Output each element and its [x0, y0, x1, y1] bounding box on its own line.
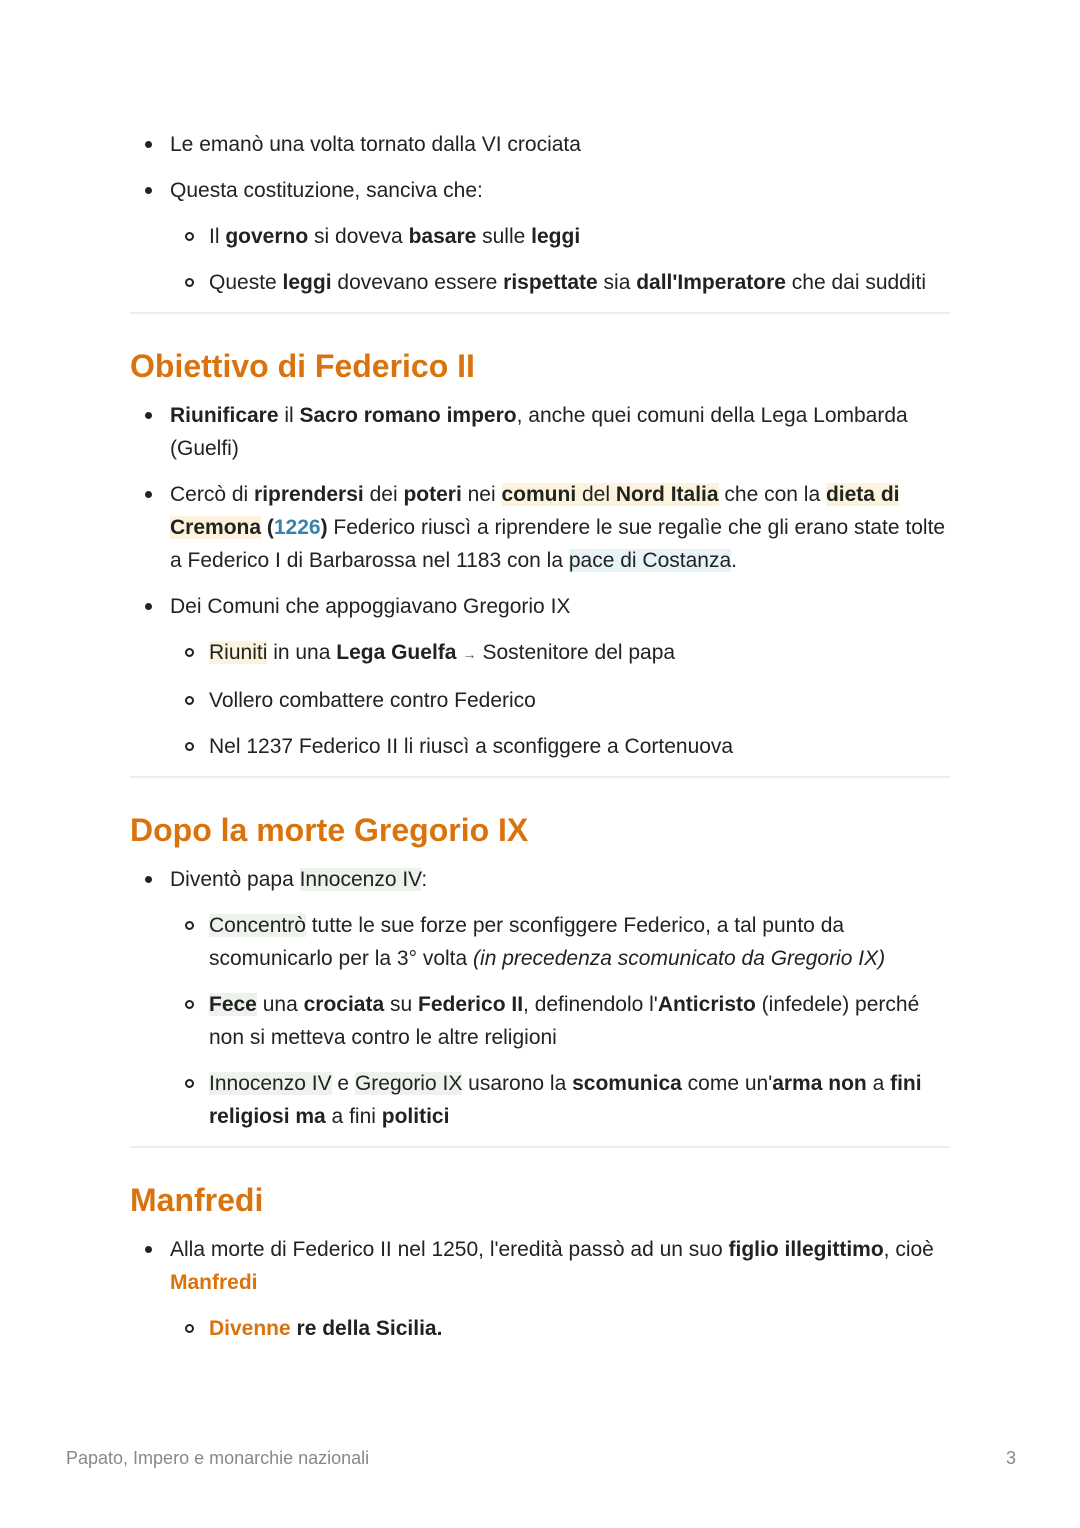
highlight: dieta di Cremona: [170, 483, 900, 539]
text-run: nei: [461, 483, 502, 506]
section1-list: [130, 399, 950, 763]
list-item: [130, 174, 950, 299]
text-run: Cercò di: [170, 483, 255, 506]
text-run: Alla morte di Federico II nel 1250, l'eredità passò ad un suo: [170, 1238, 729, 1261]
text-run: fini religiosi ma: [209, 1072, 922, 1128]
sub-list-item: [170, 1067, 950, 1133]
text-run: Federico riuscì a riprendere le sue regalìe che gli erano state tolte a Federico I di Barbarossa nel 1183 con la: [170, 516, 946, 572]
text-run: come un': [681, 1072, 773, 1095]
text-run: arma non: [772, 1072, 867, 1095]
highlight: Nord Italia: [615, 483, 719, 506]
text-run: rispettate: [503, 271, 598, 294]
text-run: e: [331, 1072, 355, 1095]
text-run: Nel 1237 Federico II li riuscì a sconfiggere a Cortenuova: [209, 735, 734, 758]
text-run: crociata: [303, 993, 385, 1016]
text-run: re della Sicilia.: [290, 1317, 443, 1340]
text-run: (infedele) perché non si metteva contro le altre religioni: [209, 993, 920, 1049]
highlight: del: [576, 483, 616, 506]
section-heading: Manfredi: [130, 1182, 264, 1218]
bullet-text: Dei Comuni che appoggiavano Gregorio IX: [170, 595, 571, 618]
highlight: comuni: [501, 483, 577, 506]
text-run: dovevano essere: [331, 271, 504, 294]
section2-list: [130, 863, 950, 1133]
sub-list: [170, 220, 950, 299]
highlight: Riuniti: [209, 641, 268, 664]
list-item: [130, 478, 950, 577]
document-body: [130, 128, 950, 1345]
text-run: governo: [225, 225, 309, 248]
highlight: Concentrò: [209, 914, 306, 937]
text-run: (in precedenza scomunicato da Gregorio IX): [473, 947, 886, 970]
highlight: Innocenzo IV: [299, 868, 422, 891]
sub-list-item: [170, 684, 950, 717]
text-run: basare: [408, 225, 477, 248]
arrow-icon: →: [462, 646, 477, 662]
text-run: Sacro romano impero: [299, 404, 517, 427]
text-run: che dai sudditi: [785, 271, 927, 294]
colored-text: Divenne: [209, 1317, 291, 1340]
list-item: [130, 399, 950, 465]
text-run: poteri: [403, 483, 462, 506]
text-run: Anticristo: [657, 993, 756, 1016]
text-run: , anche quei comuni della Lega Lombarda (Guelfi): [170, 404, 908, 460]
list-item: [130, 863, 950, 1133]
sub-list: [170, 636, 950, 763]
text-run: sia: [597, 271, 637, 294]
text-run: una: [256, 993, 304, 1016]
sub-list-item: [170, 266, 950, 299]
sub-list-item: [170, 636, 950, 671]
sub-list: [170, 909, 950, 1133]
text-run: Il: [209, 225, 226, 248]
text-run: Diventò papa: [170, 868, 300, 891]
text-run: Vollero combattere contro Federico: [209, 689, 536, 712]
text-run: si doveva: [308, 225, 409, 248]
text-run: Lega Guelfa: [336, 641, 457, 664]
bullet-text: Questa costituzione, sanciva che:: [170, 179, 483, 202]
text-run: , cioè: [883, 1238, 934, 1261]
text-run: Queste: [209, 271, 283, 294]
list-item: [130, 128, 950, 161]
text-run: Riunificare: [170, 404, 279, 427]
sub-list-item: [170, 988, 950, 1054]
bullet-text: Le emanò una volta tornato dalla VI crociata: [170, 133, 581, 156]
text-run: leggi: [282, 271, 332, 294]
sub-list: [170, 1312, 950, 1345]
text-run: .: [731, 549, 737, 572]
list-item: [130, 590, 950, 763]
text-run: scomunica: [572, 1072, 682, 1095]
text-run: , definendolo l': [523, 993, 658, 1016]
sub-list-item: [170, 1312, 950, 1345]
page-number: 3: [1005, 1448, 1016, 1468]
section-heading: Obiettivo di Federico II: [130, 348, 475, 384]
highlight: pace di Costanza: [568, 549, 732, 572]
highlight: Gregorio IX: [354, 1072, 463, 1095]
text-run: che con la: [718, 483, 826, 506]
divider: [130, 776, 950, 778]
text-run: sulle: [476, 225, 532, 248]
divider: [130, 1146, 950, 1148]
text-run: Federico II: [418, 993, 524, 1016]
sub-list-item: [170, 909, 950, 975]
list-item: [130, 1233, 950, 1345]
text-run: in una: [267, 641, 337, 664]
text-run: leggi: [531, 225, 581, 248]
intro-list: [130, 128, 950, 299]
text-run: dall'Imperatore: [636, 271, 786, 294]
text-run: usarono la: [462, 1072, 573, 1095]
text-run: a fini: [325, 1105, 382, 1128]
divider: [130, 312, 950, 314]
text-run: il: [278, 404, 300, 427]
sub-list-item: [170, 730, 950, 763]
section-heading: Dopo la morte Gregorio IX: [130, 812, 529, 848]
text-run: politici: [381, 1105, 450, 1128]
text-run: riprendersi: [254, 483, 364, 506]
text-run: figlio illegittimo: [728, 1238, 884, 1261]
text-run: Sostenitore del papa: [482, 641, 676, 664]
text-run: su: [384, 993, 418, 1016]
sub-list-item: [170, 220, 950, 253]
colored-text: Manfredi: [170, 1271, 258, 1294]
text-run: tutte le sue forze per sconfiggere Federico, a tal punto da scomunicarlo per la 3° volta: [209, 914, 845, 970]
text-run: a: [866, 1072, 891, 1095]
text-run: (: [261, 516, 274, 539]
section3-list: [130, 1233, 950, 1345]
text-run: ): [320, 516, 328, 539]
footer-title: Papato, Impero e monarchie nazionali: [66, 1448, 370, 1468]
text-run: :: [421, 868, 428, 891]
highlight: Fece: [209, 993, 257, 1016]
text-run: dei: [363, 483, 404, 506]
year-link: 1226: [273, 516, 321, 539]
highlight: Innocenzo IV: [209, 1072, 332, 1095]
